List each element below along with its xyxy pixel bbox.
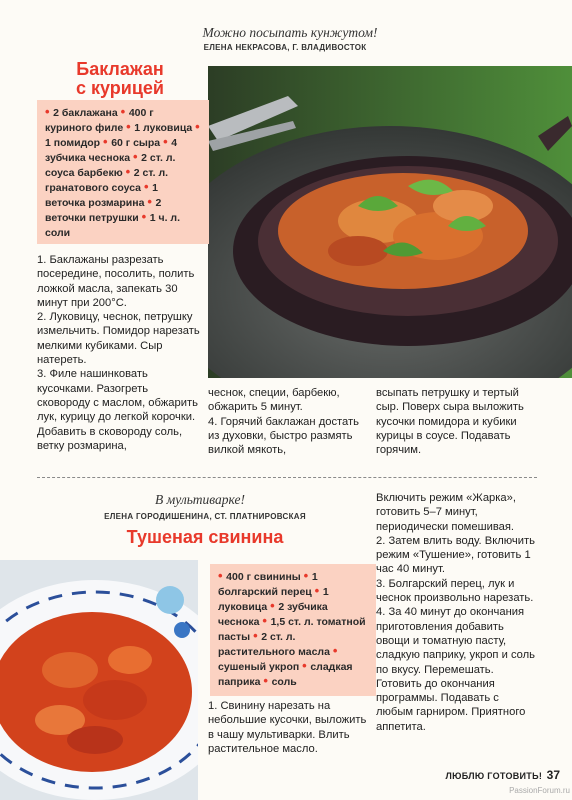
bullet-icon: • — [143, 179, 153, 194]
recipe1-ingredient: 400 г куриного филе — [45, 107, 154, 134]
recipe1-ingredient: 2 ст. л. гранатового соуса — [45, 167, 169, 194]
recipe1-ingredient: 2 ст. л. соуса барбекю — [45, 152, 176, 179]
recipe1-ingredients — [37, 100, 209, 244]
recipe2-ingredient: соль — [271, 676, 297, 688]
recipe1-step-2: 2. Луковицу, чеснок, петрушку измельчить. Помидор нарезать мелкими кубиками. Сыр натереть. — [37, 311, 200, 367]
recipe2-tagline: В мультиварке! — [155, 492, 245, 507]
recipe1-ingredient: 2 веточки петрушки — [45, 197, 162, 224]
recipe2-ingredient: 1,5 ст. л. томатной пасты — [218, 616, 366, 643]
page-number: 37 — [546, 768, 560, 782]
recipe1-steps-col3 — [376, 386, 536, 457]
bullet-icon: • — [270, 598, 279, 613]
bullet-icon: • — [332, 643, 338, 658]
recipe1-ingredient: 4 зубчика чеснока — [45, 137, 178, 164]
recipe2-ingredient-list — [218, 570, 368, 690]
bullet-icon: • — [133, 149, 142, 164]
recipe1-ingredient: 2 баклажана — [53, 107, 121, 119]
recipe1-ingredient-list — [45, 106, 201, 241]
bullet-icon: • — [263, 673, 272, 688]
recipe2-ingredient: 2 ст. л. растительного масла — [218, 631, 333, 658]
recipe1-ingredient: 60 г сыра — [111, 137, 164, 149]
recipe1-ingredient: 1 луковица — [134, 122, 196, 134]
bullet-icon: • — [120, 104, 129, 119]
recipe2-step-1: 1. Свинину нарезать на небольшие кусочки, выложить в чашу мультиварки. Влить растительное масло. — [208, 700, 367, 755]
recipe1-step-1: 1. Баклажаны разрезать посередине, посолить, полить ложкой масла, запекать 30 минут при 200°С. — [37, 254, 195, 309]
bullet-icon: • — [163, 134, 172, 149]
recipe1-step-4-cont: всыпать петрушку и тертый сыр. Поверх сыра выложить кусочки помидора и кубики курицы в соусе. Подавать горячим. — [376, 387, 524, 457]
recipe2-title: Тушеная свинина — [126, 527, 284, 547]
recipe2-step-2: 2. Затем влить воду. Включить режим «Тушение», готовить 1 час 40 минут. — [376, 534, 535, 576]
recipe1-title — [50, 60, 190, 98]
watermark: PassionForum.ru — [509, 786, 570, 795]
bullet-icon: • — [218, 568, 227, 583]
bullet-icon: • — [126, 119, 135, 134]
recipe2-step-4: 4. За 40 минут до окончания приготовления добавить овощи и томатную пасту, сладкую паприку, укроп и соль по вкусу. Перемешать. Готовить до окончания программы. Подавать с любым гарниром. Приятного аппетита. — [376, 606, 536, 733]
recipe1-tagline: Можно посыпать кунжутом! — [202, 25, 378, 40]
recipe2-author: ЕЛЕНА ГОРОДИШЕНИНА, СТ. ПЛАТНИРОВСКАЯ — [104, 512, 306, 521]
bullet-icon: • — [262, 613, 271, 628]
magazine-name: ЛЮБЛЮ ГОТОВИТЬ! — [445, 771, 543, 781]
bullet-icon: • — [141, 209, 150, 224]
recipe1-ingredient: 1 веточка розмарина — [45, 182, 158, 209]
recipe2-ingredients — [210, 564, 376, 696]
recipe2-ingredient: 1 луковица — [218, 586, 329, 613]
recipe2-ingredient: сладкая паприка — [218, 661, 353, 688]
eggplant-chicken-photo — [208, 66, 572, 378]
recipe1-steps-col1 — [37, 253, 202, 453]
stewed-pork-photo — [0, 560, 198, 800]
recipe2-ingredient: сушеный укроп — [218, 661, 303, 673]
recipe1-steps-col2 — [208, 386, 368, 457]
recipe2-ingredient: 1 болгарский перец — [218, 571, 318, 598]
bullet-icon: • — [103, 134, 112, 149]
recipe1-step-3: 3. Филе нашинковать кусочками. Разогреть сковороду с маслом, обжарить лук, курицу до легкой корочки. Добавить в сковороду соль, ветку розмарина, — [37, 368, 198, 452]
bullet-icon: • — [195, 119, 200, 134]
recipe1-author: ЕЛЕНА НЕКРАСОВА, Г. ВЛАДИВОСТОК — [203, 43, 367, 52]
bullet-icon: • — [303, 568, 312, 583]
page-footer — [400, 766, 560, 784]
recipe2-steps-right — [376, 491, 536, 734]
bullet-icon: • — [147, 194, 156, 209]
bullet-icon: • — [45, 104, 54, 119]
section-divider — [37, 477, 537, 478]
recipe2-step-1-cont: Включить режим «Жарка», готовить 5–7 минут, периодически помешивая. — [376, 492, 516, 533]
recipe1-title-line2: с курицей — [76, 78, 164, 98]
bullet-icon: • — [253, 628, 262, 643]
recipe1-title-line1: Баклажан — [76, 59, 164, 79]
recipe1-step-3-cont: чеснок, специи, барбекю, обжарить 5 минут. — [208, 387, 340, 414]
recipe1-step-4: 4. Горячий баклажан достать из духовки, быстро размять вилкой мякоть, — [208, 415, 359, 457]
recipe2-steps-mid — [208, 699, 368, 756]
recipe2-ingredient: 2 зубчика чеснока — [218, 601, 328, 628]
bullet-icon: • — [125, 164, 134, 179]
recipe2-ingredient: 400 г свинины — [226, 571, 304, 583]
recipe1-ingredient: 1 помидор — [45, 137, 104, 149]
bullet-icon: • — [314, 583, 323, 598]
bullet-icon: • — [302, 658, 311, 673]
recipe2-step-3: 3. Болгарский перец, лук и чеснок произвольно нарезать. — [376, 577, 534, 605]
recipe1-ingredient: 1 ч. л. соли — [45, 212, 181, 239]
